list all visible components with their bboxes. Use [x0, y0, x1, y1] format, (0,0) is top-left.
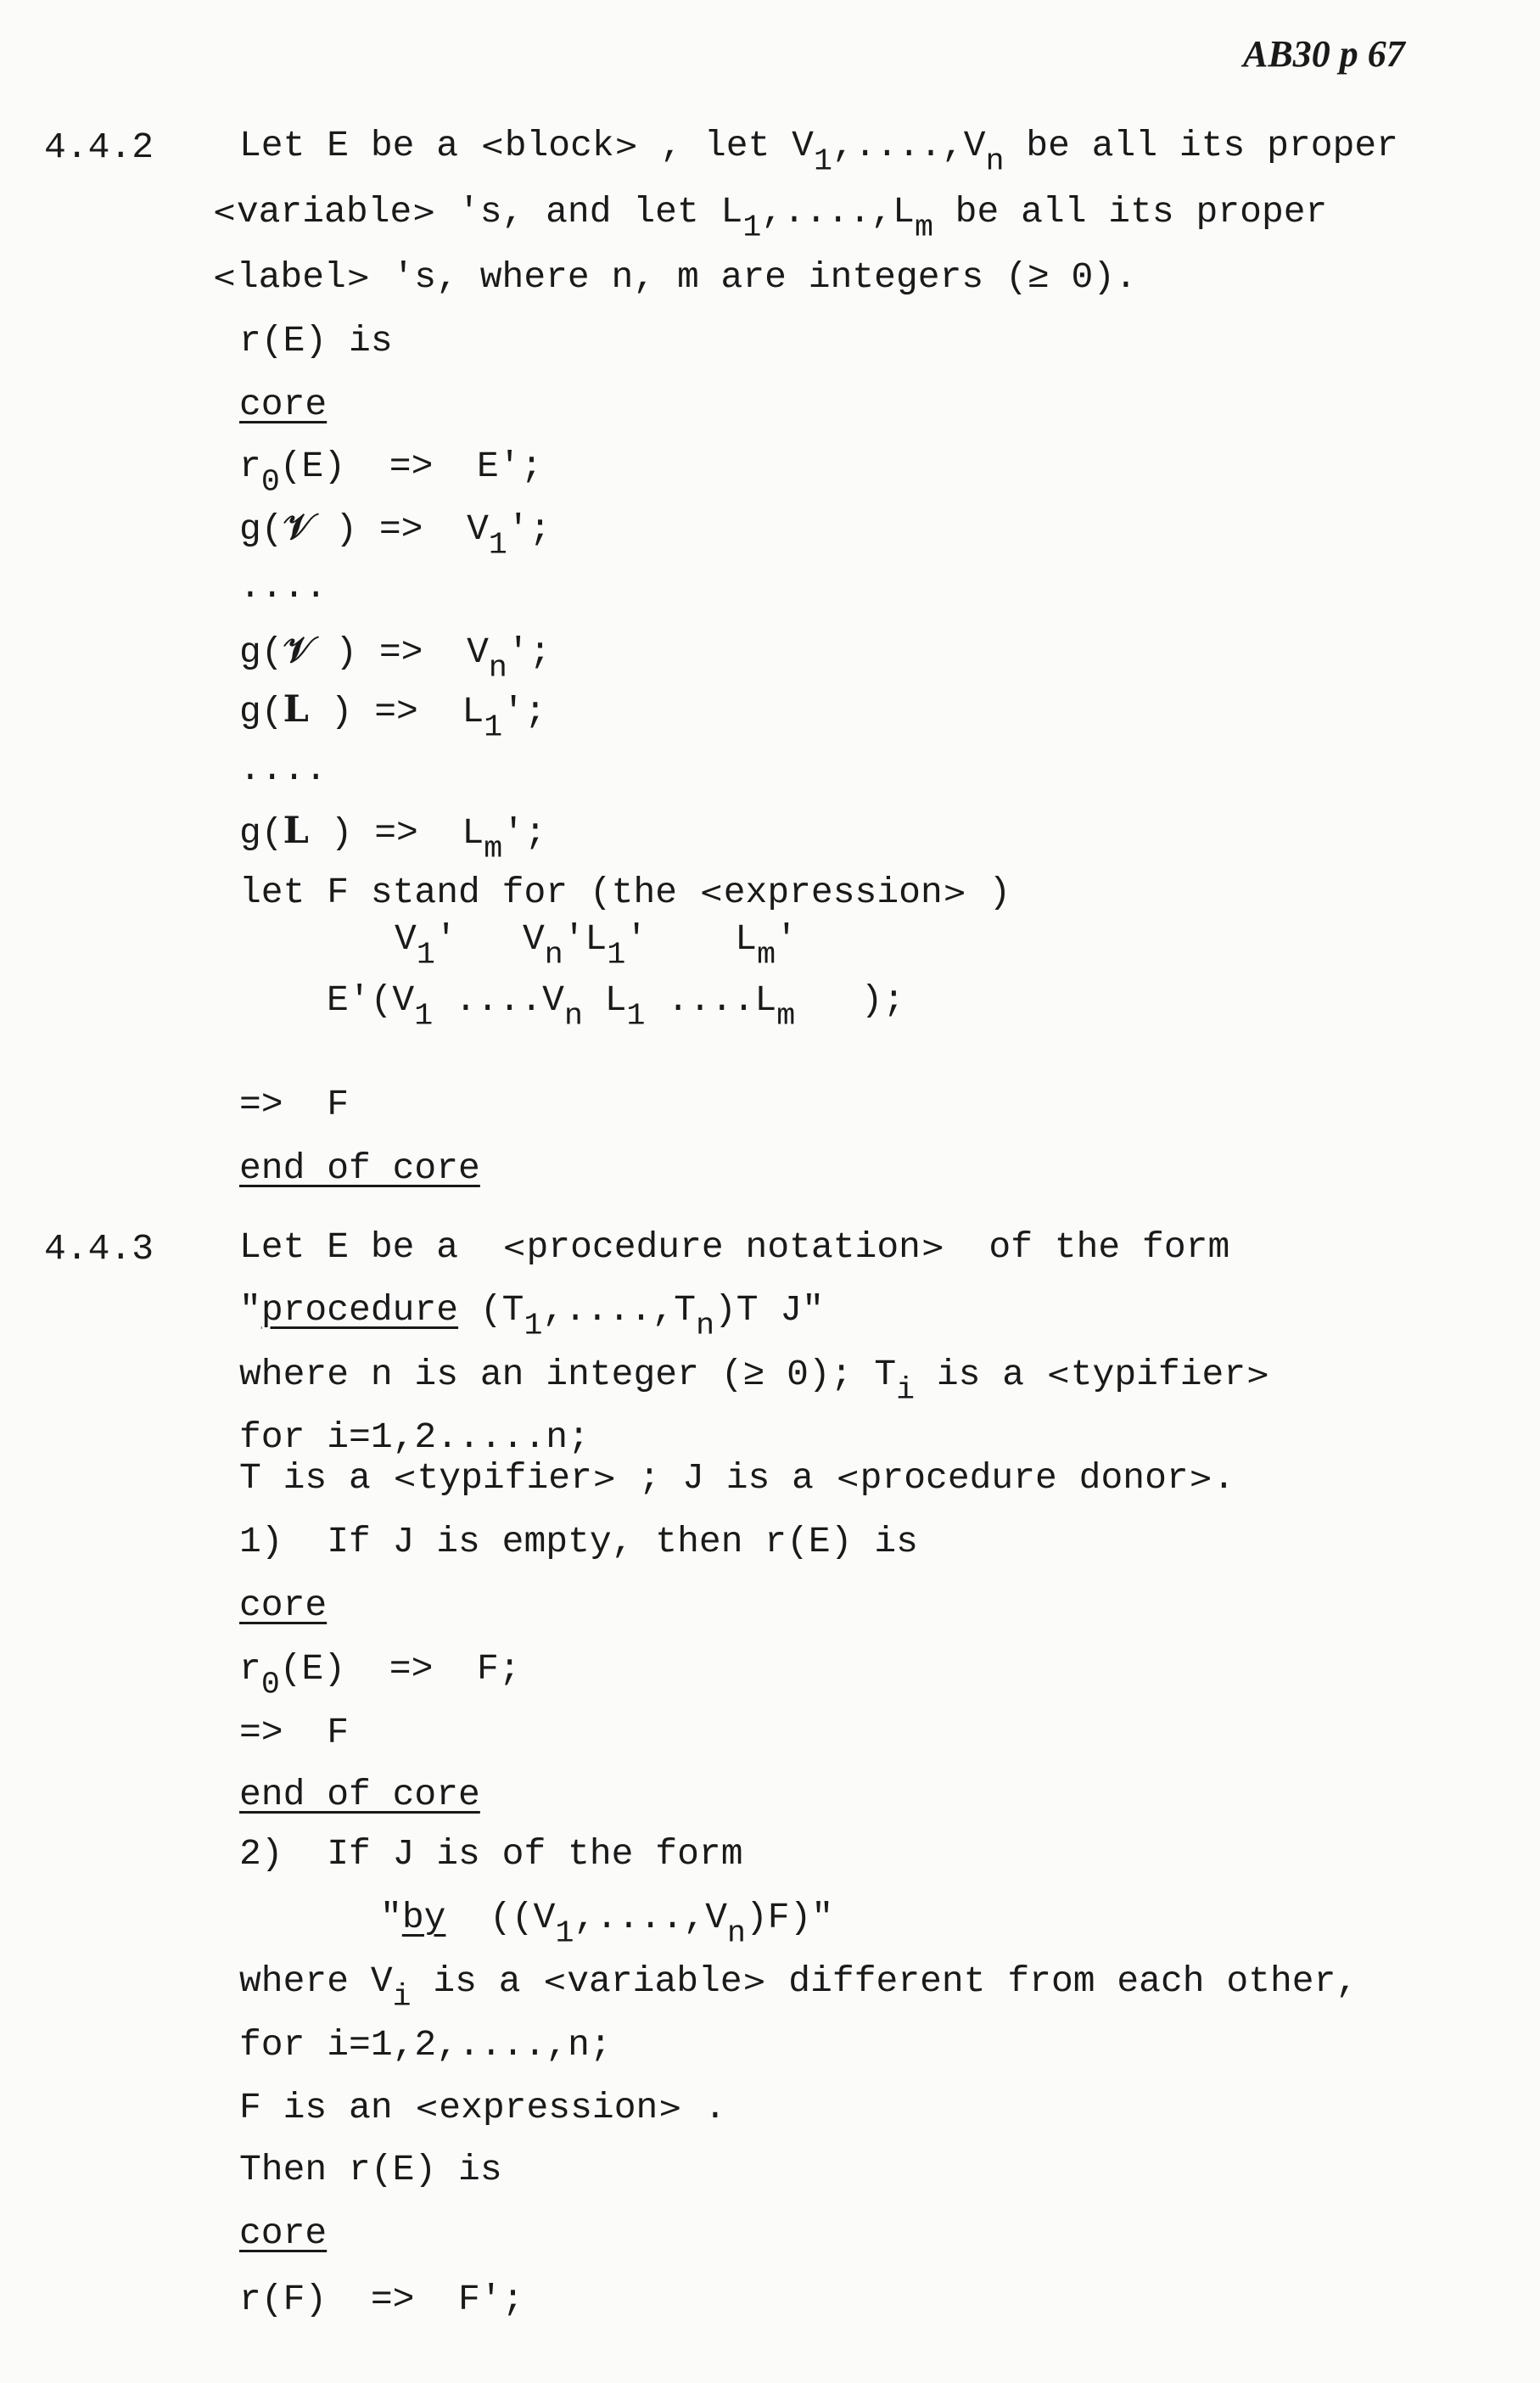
script-l-symbol: 𝐋 [283, 810, 309, 852]
for-i-line-2: for i=1,2,....,n; [239, 2024, 612, 2066]
section-number-4-4-2: 4.4.2 [44, 126, 154, 168]
intro-line-2: <variable> 's, and let $L_1,....,L_m$ be all its proper [212, 191, 1328, 245]
script-l-symbol: 𝐋 [283, 688, 309, 731]
case-2-line: 2) If J is of the form [239, 1833, 743, 1875]
proc-notation-line: Let E be a <procedure notation> of the form [239, 1226, 1230, 1268]
for-i-line: for i=1,2.....n; [239, 1416, 590, 1458]
f-is-expression-line: F is an <expression> . [239, 2087, 726, 2128]
line-r0: $r_0(E) => E'$; [239, 446, 543, 500]
page-label: AB30 p 67 [1243, 33, 1405, 75]
case-1-line: 1) If J is empty, then r(E) is [239, 1521, 918, 1562]
formula-lower-row: $E'(V_1$ $....V_n$ $L_1$ $....L_m$ ); [327, 979, 905, 1034]
section-number-4-4-3: 4.4.3 [44, 1228, 154, 1270]
line-g-vn: g(𝒱 ) => $V_n'$; [239, 629, 552, 686]
r-e-is: r(E) is [239, 320, 393, 362]
end-of-core-keyword: end of core [239, 1147, 480, 1189]
t-typifier-line: T is a <typifier> ; J is a <procedure donor>. [239, 1457, 1235, 1499]
ellipsis-1: .... [239, 566, 328, 608]
where-vi-line: where $V_i$ is a <variable> different from each other, [239, 1960, 1358, 2015]
line-g-lm: g(𝐋 ) => $L_m'$; [239, 810, 546, 866]
arrow-f-2: => F [239, 1712, 350, 1753]
core-keyword: core [239, 384, 328, 425]
formula-upper-row: $V_1'$ $V_n'L_1'$ $L_m'$ [395, 918, 798, 973]
substitution-formula [327, 918, 921, 1065]
where-n-line: where n is an integer (≥ 0); $T_i$ is a <typifier> [239, 1354, 1270, 1408]
end-of-core-keyword-2: end of core [239, 1774, 480, 1815]
core-keyword-3: core [239, 2212, 328, 2254]
script-v-symbol: 𝒱 [283, 629, 314, 671]
rf-line: r(F) => F'; [239, 2279, 524, 2320]
let-f-line: let F stand for (the <expression> ) [239, 872, 1011, 913]
procedure-form-line: "procedure $(T_1,....,T_n)T$ J" [239, 1289, 825, 1343]
line-g-l1: g(𝐋 ) => $L_1'$; [239, 688, 546, 745]
then-r-line: Then r(E) is [239, 2149, 502, 2190]
r0-f-line: $r_0(E) => F$; [239, 1648, 521, 1702]
intro-line-1: Let E be a <block> , let $V_1,....,V_n$ be all its proper [239, 125, 1398, 179]
core-keyword-2: core [239, 1584, 328, 1626]
arrow-f: => F [239, 1084, 350, 1125]
ellipsis-2: .... [239, 749, 328, 790]
line-g-v1: g(𝒱 ) => $V_1'$; [239, 506, 552, 563]
by-form-line: "by $((V_1,....,V_n)F)$" [380, 1897, 834, 1951]
intro-line-3: <label> 's, where n, m are integers (≥ 0). [212, 256, 1137, 298]
script-v-symbol: 𝒱 [283, 506, 314, 548]
